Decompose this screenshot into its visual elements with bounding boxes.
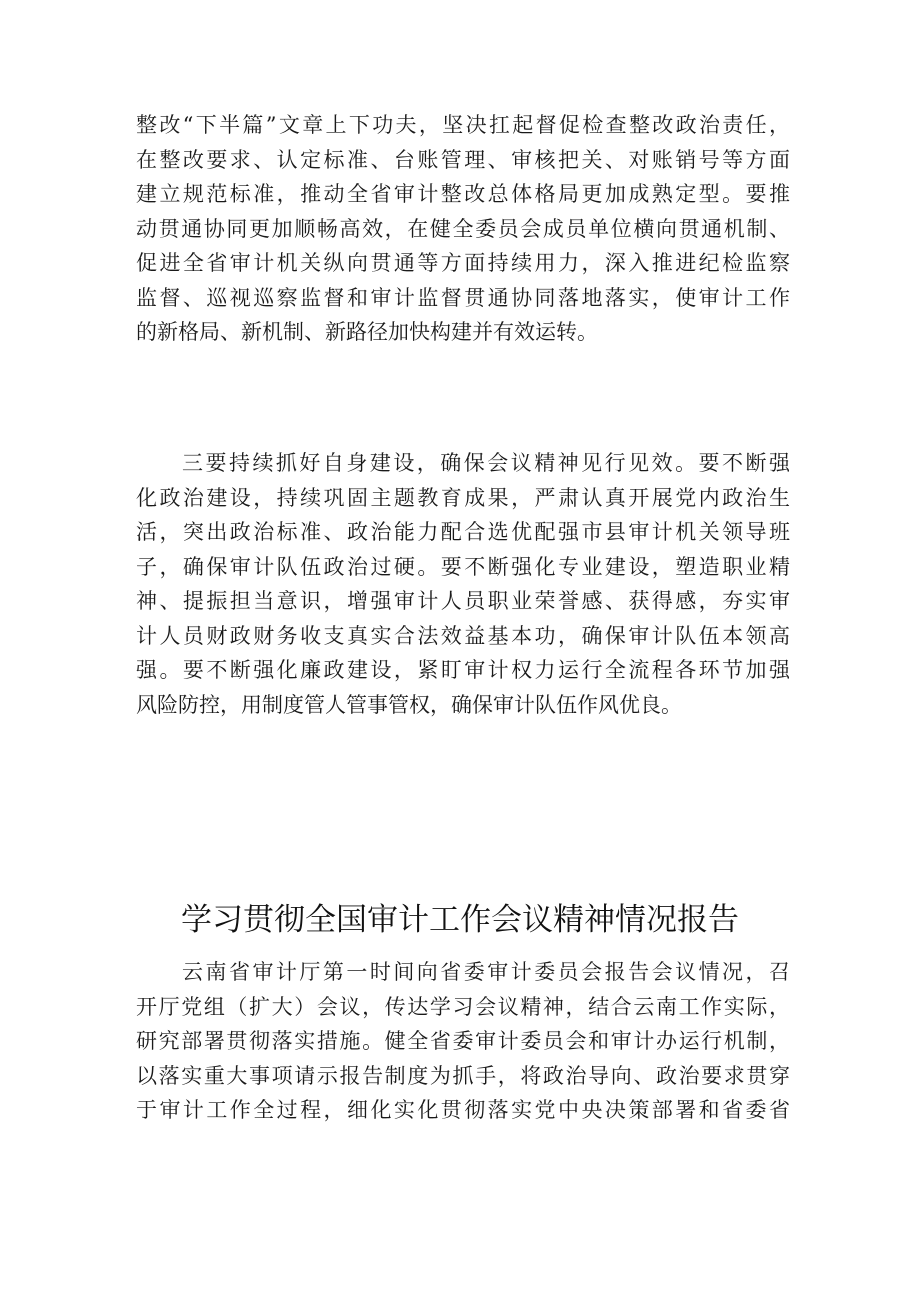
paragraph-1-line: 监督、巡视巡察监督和审计监督贯通协同落地落实，使审计工作 xyxy=(136,285,790,310)
paragraph-1-line: 动贯通协同更加顺畅高效，在健全委员会成员单位横向贯通机制、 xyxy=(136,216,790,241)
paragraph-2-line: 活，突出政治标准、政治能力配合选优配强市县审计机关领导班 xyxy=(136,520,790,544)
paragraph-1-line: 在整改要求、认定标准、台账管理、审核把关、对账销号等方面 xyxy=(136,147,790,172)
paragraph-2-line: 三要持续抓好自身建设，确保会议精神见行见效。要不断强 xyxy=(182,451,790,475)
paragraph-2 xyxy=(136,446,790,722)
paragraph-1-line: 整改“下半篇”文章上下功夫，坚决扛起督促检查整改政治责任， xyxy=(136,113,790,137)
paragraph-2-line: 强。要不断强化廉政建设，紧盯审计权力运行全流程各环节加强 xyxy=(136,658,790,682)
paragraph-2-line: 风险防控，用制度管人管事管权，确保审计队伍作风优良。 xyxy=(136,692,682,717)
paragraph-1-line: 的新格局、新机制、新路径加快构建并有效运转。 xyxy=(136,320,598,344)
paragraph-1-line: 建立规范标准，推动全省审计整改总体格局更加成熟定型。要推 xyxy=(136,182,790,206)
paragraph-1 xyxy=(136,108,790,350)
paragraph-3-line: 云南省审计厅第一时间向省委审计委员会报告会议情况，召 xyxy=(182,960,790,984)
paragraph-2-line: 子，确保审计队伍政治过硬。要不断强化专业建设，塑造职业精 xyxy=(136,554,790,579)
section-title: 学习贯彻全国审计工作会议精神情况报告 xyxy=(181,902,739,938)
paragraph-2-line: 神、提振担当意识，增强审计人员职业荣誉感、获得感，夯实审 xyxy=(136,589,790,613)
paragraph-3-line: 研究部署贯彻落实措施。健全省委审计委员会和审计办运行机制， xyxy=(136,1029,790,1053)
paragraph-3-line: 开厅党组（扩大）会议，传达学习会议精神，结合云南工作实际， xyxy=(136,994,790,1019)
paragraph-3-line: 以落实重大事项请示报告制度为抓手，将政治导向、政治要求贯穿 xyxy=(136,1063,790,1088)
paragraph-1-line: 促进全省审计机关纵向贯通等方面持续用力，深入推进纪检监察 xyxy=(136,251,790,275)
paragraph-2-line: 计人员财政财务收支真实合法效益基本功，确保审计队伍本领高 xyxy=(136,623,790,648)
paragraph-2-line: 化政治建设，持续巩固主题教育成果，严肃认真开展党内政治生 xyxy=(136,485,790,510)
paragraph-3-line: 于审计工作全过程，细化实化贯彻落实党中央决策部署和省委省 xyxy=(136,1098,790,1122)
paragraph-3 xyxy=(136,955,790,1128)
